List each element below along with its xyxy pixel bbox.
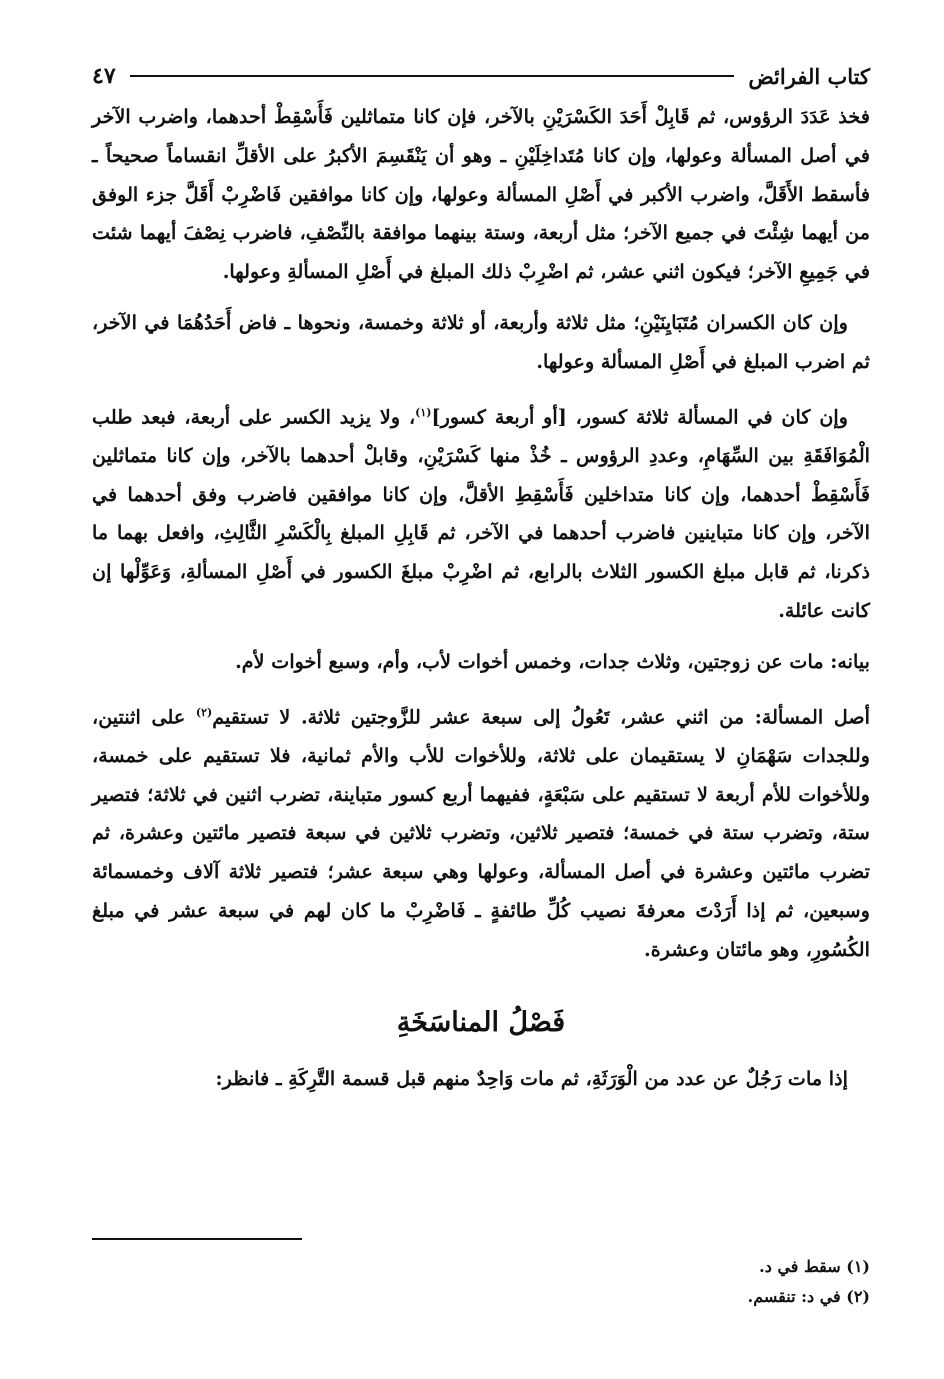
footnote-ref-2: (٢) <box>195 705 213 719</box>
running-header <box>92 58 870 94</box>
paragraph-1: فخذ عَدَدَ الرؤوس، ثم قَابِلْ أَحَدَ الكَسْرَيْنِ بالآخر، فإن كانا متماثلين فَأَسْقِطْ أحدهما، واضرب الآخر في أصل المسألة وعولها، وإن كانا مُتَداخِلَيْنِ ـ وهو أن يَنْقَسِمَ الأكبرُ على الأقلِّ انقساماً صحيحاً ـ فأسقط الأَقَلَّ، واضرب الأكبر في أَصْلِ المسألة وعولها، وإن كانا موافقين فَاضْرِبْ أَقَلَّ جزء الوفق من أيهما شِئْتَ في جميع الآخر؛ مثل أربعة، وستة بينهما موافقة بالنِّصْفِ، فاضرب نِصْفَ أيهما شئت في جَمِيعِ الآخر؛ فيكون اثني عشر، ثم اضْرِبْ ذلك المبلغ في أَصْلِ المسألةِ وعولها. <box>92 105 870 284</box>
footnote-2: (٢) في د: تنقسم. <box>747 1287 870 1306</box>
document-page <box>92 58 870 1339</box>
paragraph-4: بيانه: مات عن زوجتين، وثلاث جدات، وخمس أخوات لأب، وأم، وسبع أخوات لأم. <box>235 649 870 673</box>
footnote-1: (١) سقط في د. <box>759 1257 870 1276</box>
paragraph-3 <box>92 394 870 631</box>
footnote-separator <box>92 1238 302 1240</box>
paragraph-5-part-2: على اثنتين، وللجدات سَهْمَانِ لا يستقيمان على ثلاثة، وللأخوات للأب والأم ثمانية، فلا تستقيم على خمسة، وللأخوات للأم أربعة لا تستقيم على سَبْعَةٍ، ففيهما أربع كسور متباينة، تضرب اثنين في ثلاثة؛ فتصير ستة، وتضرب ستة في خمسة؛ فتصير ثلاثين، وتضرب ثلاثين في سبعة فتصير مائتين وعشرة، ثم تضرب مائتين وعشرة في أصل المسألة، وعولها وهي سبعة عشر؛ فتصير ثلاثة آلاف وخمسمائة وسبعين، ثم إذا أَرَدْتَ معرفةَ نصيب كُلِّ طائفةٍ ـ فَاضْرِبْ ما كان لهم في سبعة عشر في مبلغ الكُسُورِ، وهو مائتان وعشرة. <box>92 704 870 961</box>
paragraph-5-part-1: أصل المسألة: من اثني عشر، تَعُولُ إلى سبعة عشر للزَّوجتين ثلاثة. لا تستقيم <box>212 704 870 728</box>
header-rule <box>130 75 735 77</box>
paragraph-2: وإن كان الكسران مُتَبَايِنَيْنِ؛ مثل ثلاثة وأربعة، أو ثلاثة وخمسة، ونحوها ـ فاض أَحَدُهُمَا في الآخر، ثم اضرب المبلغ في أَصْلِ المسألة وعولها. <box>92 310 870 373</box>
paragraph-3-part-2: ، ولا يزيد الكسر على أربعة، فبعد طلب الْمُوَافَقَةِ بين السِّهَامِ، وعددِ الرؤوس ـ خُذْ منها كَسْرَيْنِ، وقابلْ أحدهما بالآخر، وإن كانا متماثلين فَأَسْقِطْ أحدهما، وإن كانا متداخلين فَأَسْقِطِ الأقلَّ، وإن كانا موافقين فاضرب وفق أحدهما في الآخر، وإن كانا متباينين فاضرب أحدهما في الآخر، ثم قَابِلِ المبلغ بِالْكَسْرِ الثَّالِثِ، وافعل بهما ما ذكرنا، ثم قابل مبلغ الكسور الثلاث بالرابع، ثم اضْرِبْ مبلغَ الكسور في أَصْلِ المسألةِ، وَعَوِّلْها إن كانت عائلة. <box>92 404 870 622</box>
footnotes <box>748 1252 870 1312</box>
book-title: كتاب الفرائض <box>748 63 870 89</box>
paragraph-3-part-1: وإن كان في المسألة ثلاثة كسور، [أو أربعة كسور] <box>431 404 849 428</box>
section-paragraph: إذا مات رَجُلٌ عن عدد من الْوَرَثَةِ، ثم مات وَاحِدٌ منهم قبل قسمة التَّرِكَةِ ـ فانظر: <box>215 1067 848 1091</box>
main-text <box>92 98 870 1099</box>
footnote-ref-1: (١) <box>415 405 432 419</box>
section-title: فَصْلُ المناسَخَةِ <box>396 1006 566 1038</box>
page-number: ٤٧ <box>92 63 116 89</box>
paragraph-5 <box>92 694 870 970</box>
